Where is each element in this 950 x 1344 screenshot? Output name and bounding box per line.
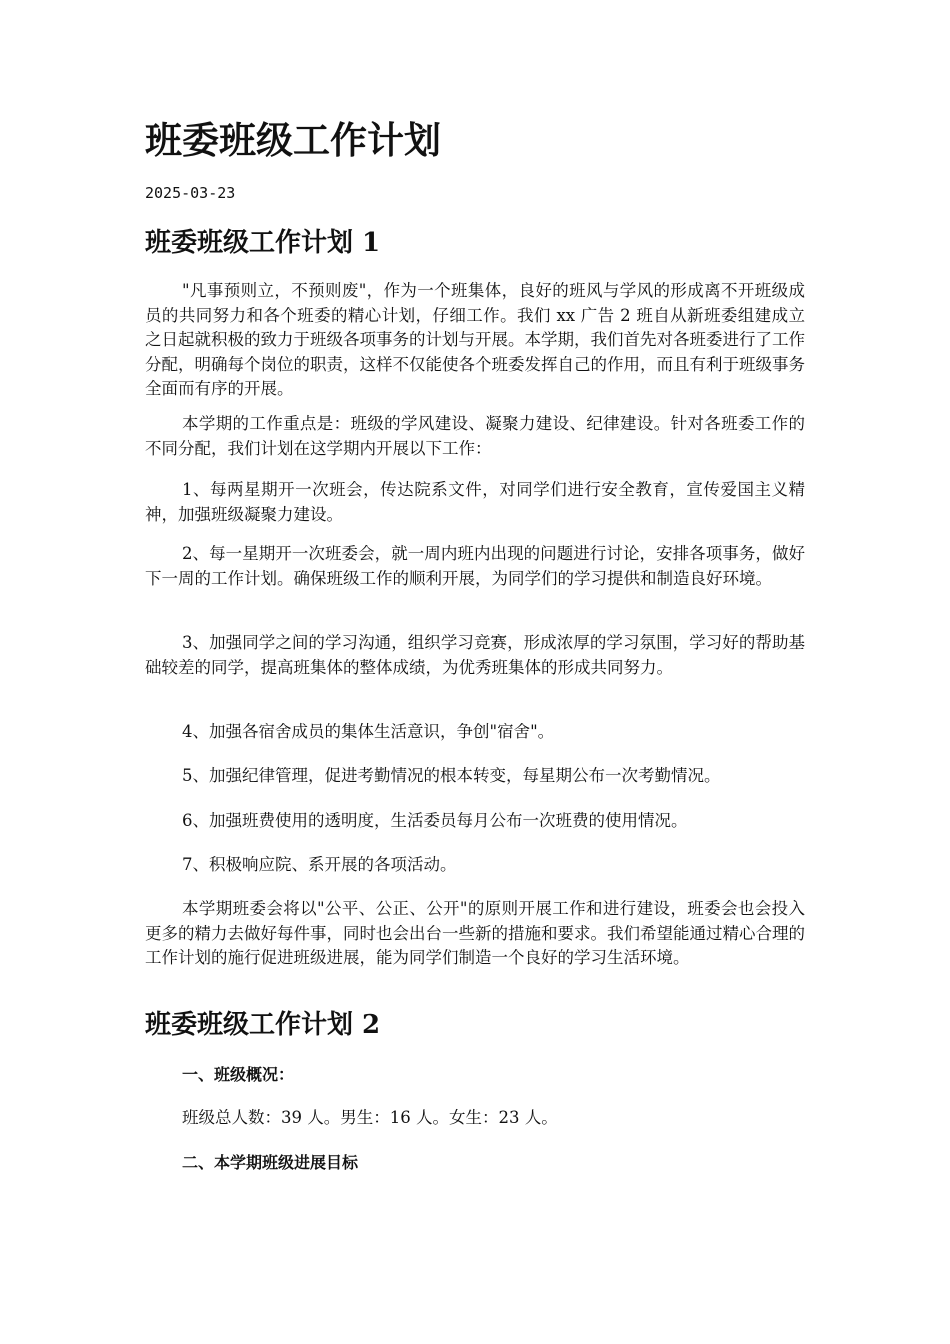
plan-item-7: 7、积极响应院、系开展的各项活动。 <box>182 855 457 874</box>
plan-item-6: 6、加强班费使用的透明度，生活委员每月公布一次班费的使用情况。 <box>182 811 688 830</box>
class-overview-text: 班级总人数：39 人。男生：16 人。女生：23 人。 <box>182 1108 558 1127</box>
plan-item-2: 2、每一星期开一次班委会，就一周内班内出现的问题进行讨论，安排各项事务，做好下一周的工作计划。确保班级工作的顺利开展，为同学们的学习提供和制造良好环境。 <box>145 544 805 588</box>
section-2-heading: 班委班级工作计划 2 <box>145 1010 381 1040</box>
section-1-focus-paragraph: 本学期的工作重点是：班级的学风建设、凝聚力建设、纪律建设。针对各班委工作的不同分配，我们计划在这学期内开展以下工作： <box>145 414 805 458</box>
class-overview-heading: 一、班级概况： <box>182 1065 295 1084</box>
section-1-heading: 班委班级工作计划 1 <box>145 228 381 258</box>
semester-goals-heading: 二、本学期班级进展目标 <box>182 1153 359 1172</box>
section-1-closing-paragraph: 本学期班委会将以"公平、公正、公开"的原则开展工作和进行建设，班委会也会投入更多的精力去做好每件事，同时也会出台一些新的措施和要求。我们希望能通过精心合理的工作计划的施行促进班级进展，能为同学们制造一个良好的学习生活环境。 <box>145 899 805 967</box>
plan-item-3: 3、加强同学之间的学习沟通，组织学习竞赛，形成浓厚的学习氛围，学习好的帮助基础较差的同学，提高班集体的整体成绩，为优秀班集体的形成共同努力。 <box>145 633 805 677</box>
section-1-intro-paragraph: "凡事预则立，不预则废"，作为一个班集体，良好的班风与学风的形成离不开班级成员的共同努力和各个班委的精心计划，仔细工作。我们 xx 广告 2 班自从新班委组建成立之日起就积极的致力于班级各项事务的计划与开展。本学期，我们首先对各班委进行了工作分配，明确每个岗位的职责，这样不仅能使各个班委发挥自己的作用，而且有利于班级事务全面而有序的开展。 <box>145 281 805 398</box>
plan-item-4: 4、加强各宿舍成员的集体生活意识，争创"宿舍"。 <box>182 722 555 741</box>
plan-item-1: 1、每两星期开一次班会，传达院系文件，对同学们进行安全教育，宣传爱国主义精神，加强班级凝聚力建设。 <box>145 480 805 524</box>
document-title: 班委班级工作计划 <box>145 118 441 162</box>
plan-item-5: 5、加强纪律管理，促进考勤情况的根本转变，每星期公布一次考勤情况。 <box>182 766 721 785</box>
document-date: 2025-03-23 <box>145 184 236 202</box>
